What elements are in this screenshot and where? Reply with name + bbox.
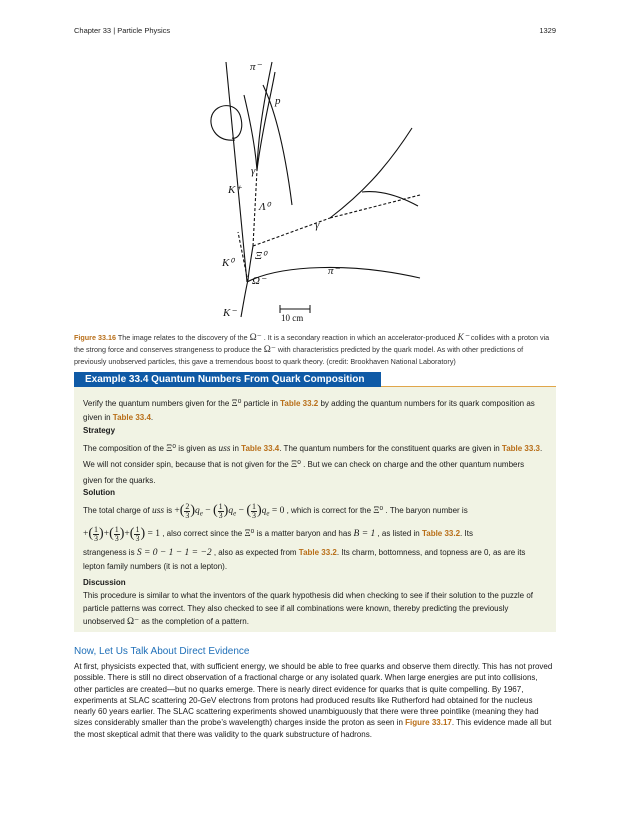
label-p: p bbox=[275, 95, 281, 107]
discussion-text bbox=[83, 589, 543, 629]
caption-text: collides with a proton via the strong force and conserves strangeness to produce the bbox=[74, 333, 550, 355]
example-text: , which is correct for the bbox=[284, 506, 374, 516]
example-symbol: uss bbox=[218, 444, 231, 454]
label-xi0: Ξ⁰ bbox=[255, 250, 267, 262]
fraction: $\frac{1}{3}$ bbox=[251, 501, 256, 520]
example-symbol: Ξ⁰ bbox=[231, 399, 242, 409]
equation-part: − bbox=[202, 506, 213, 517]
caption-text: The image relates to the discovery of the bbox=[115, 333, 250, 342]
label-k-plus: K⁺ bbox=[228, 184, 242, 196]
example-text: This procedure is similar to what the inventors of the quark hypothesis did when checking to see if their solution to the puzzle of particle patterns was correct. They also checked to see if all combinations were known, thereby predicting the previously unobserved bbox=[83, 591, 534, 626]
caption-symbol: Ω⁻ bbox=[249, 333, 262, 343]
paragraph-text: At first, physicists expected that, with sufficient energy, we should be able to free quarks and observe them directly. This has not proved possible. There is still no direct observation of a fractional charge or any isolated quark. When large energies are put into collisions, other particles are created—but no quarks emerge. There is nearly direct evidence for quarks that is quite compelling. By 1967, experiments at SLAC scattering 20-GeV electrons from protons had produced results like Rutherford had obtained for the nucleus nearly 60 years earlier. The SLAC scattering experiments showed unambiguously that there were three pointlike (meaning they had sizes considerably smaller than the probe’s wavelength) charges inside the proton as seen in bbox=[74, 662, 553, 728]
equation-part: + bbox=[174, 506, 180, 517]
track-k-minus bbox=[241, 280, 248, 317]
example-symbol: Ξ⁰ bbox=[290, 460, 301, 470]
example-symbol: B = 1 bbox=[353, 529, 376, 540]
track-upper-3 bbox=[244, 95, 257, 170]
caption-text: with characteristics predicted by the quark model. As with other predictions of previously unobserved particles, this gave a tremendous boost to quark theory. (credit: Brookhaven National Laboratory) bbox=[74, 345, 524, 367]
example-title-rule bbox=[381, 386, 556, 387]
fraction: $\frac{1}{3}$ bbox=[218, 501, 223, 520]
solution-heading: Solution bbox=[83, 488, 115, 497]
example-text: . Its charm, bottomness, and topness are 0, as are its lepton family numbers (it is not a lepton). bbox=[83, 548, 526, 571]
example-text: is bbox=[164, 506, 175, 516]
label-k0: K⁰ bbox=[222, 257, 234, 269]
example-text: by adding the quantum numbers for its quark composition as given in bbox=[83, 399, 535, 422]
example-text: particle in bbox=[241, 399, 281, 408]
caption-text: . It is a secondary reaction in which an accelerator-produced bbox=[261, 333, 458, 342]
equation-part: = 1 bbox=[145, 529, 160, 540]
example-text: . But we can check on charge and the other quantum numbers given for the quarks. bbox=[83, 460, 525, 485]
fraction: $\frac{1}{3}$ bbox=[94, 524, 99, 543]
example-text: . We will not consider spin, because that is not given for the bbox=[83, 444, 543, 469]
fraction: $\frac{1}{3}$ bbox=[135, 524, 140, 543]
caption-symbol: Ω⁻ bbox=[263, 345, 276, 356]
section-heading: Now, Let Us Talk About Direct Evidence bbox=[74, 646, 250, 657]
example-text: . Its bbox=[460, 529, 473, 539]
equation-part: q bbox=[195, 506, 200, 517]
example-text: in bbox=[230, 444, 242, 453]
example-text: . The quantum numbers for the constituent quarks are given in bbox=[279, 444, 502, 453]
equation-part: = 0 bbox=[269, 506, 285, 517]
bubble-chamber-figure bbox=[200, 52, 440, 330]
table-link[interactable]: Table 33.2 bbox=[421, 529, 461, 539]
track-spiral bbox=[211, 106, 242, 141]
table-link[interactable]: Table 33.4 bbox=[112, 413, 151, 422]
section-paragraph bbox=[74, 661, 556, 740]
figure-link[interactable]: Figure 33.17 bbox=[405, 718, 452, 728]
example-text: as the completion of a pattern. bbox=[139, 617, 249, 626]
scale-bar bbox=[280, 305, 310, 313]
example-text: The composition of the bbox=[83, 444, 167, 453]
table-link[interactable]: Table 33.3 bbox=[501, 444, 540, 453]
example-text: is a matter baryon and has bbox=[254, 529, 354, 539]
label-pi-minus-top: π⁻ bbox=[250, 61, 262, 73]
table-link[interactable]: Table 33.4 bbox=[241, 444, 280, 453]
label-gamma2: γ bbox=[315, 219, 320, 231]
example-text: . bbox=[150, 413, 154, 422]
example-symbol: Ξ⁰ bbox=[166, 444, 177, 454]
track-k-plus bbox=[226, 62, 247, 282]
track-xi0 bbox=[253, 170, 257, 246]
fraction: $\frac{2}{3}$ bbox=[185, 501, 190, 520]
scale-label: 10 cm bbox=[281, 313, 304, 323]
example-text: . The baryon number is bbox=[383, 506, 468, 516]
solution-line-1: The total charge of uss is +( $\frac{2}{3}$ )$q_e$ − ( $\frac{1}{3}$ )$q_e$ − ( $\frac{1}{3}$ )$q_e = 0$ , which is correct for the Ξ⁰ . The baryon number is bbox=[83, 501, 468, 520]
figure-caption bbox=[74, 332, 556, 369]
example-text: , also as expected from bbox=[211, 548, 299, 557]
example-text: is given as bbox=[176, 444, 219, 453]
label-lambda0: Λ⁰ bbox=[259, 201, 271, 213]
paragraph-text: . This evidence made all but the most skeptical admit that there was validity to the quark substructure of hadrons. bbox=[74, 718, 552, 739]
strategy-text bbox=[83, 441, 543, 488]
label-omega-minus: Ω⁻ bbox=[252, 275, 266, 287]
solution-line-2: +( $\frac{1}{3}$ )+( $\frac{1}{3}$ )+( $\frac{1}{3}$ ) = 1 , also correct since the Ξ⁰ is a matter baryon and has B = 1 , as listed in Table 33.2. Its bbox=[83, 524, 473, 543]
example-intro bbox=[83, 397, 543, 424]
label-pi-minus-right: π⁻ bbox=[328, 265, 340, 277]
page-header-chapter: Chapter 33 | Particle Physics bbox=[74, 26, 171, 35]
equation-part: − bbox=[236, 506, 247, 517]
track-upper-2 bbox=[257, 72, 275, 170]
solution-line-3 bbox=[83, 546, 543, 574]
example-text: strangeness is bbox=[83, 548, 137, 557]
figure-label: Figure 33.16 bbox=[74, 333, 116, 342]
discussion-heading: Discussion bbox=[83, 578, 126, 587]
table-link[interactable]: Table 33.2 bbox=[298, 548, 337, 557]
example-symbol: Ω⁻ bbox=[127, 617, 140, 627]
example-text: Verify the quantum numbers given for the bbox=[83, 399, 232, 408]
example-text: The total charge of bbox=[83, 506, 152, 516]
table-link[interactable]: Table 33.2 bbox=[280, 399, 319, 408]
page-number: 1329 bbox=[539, 26, 556, 35]
track-pair-2 bbox=[362, 192, 418, 206]
strategy-heading: Strategy bbox=[83, 426, 116, 435]
example-text: , also correct since the bbox=[159, 529, 245, 539]
label-gamma1: γ bbox=[251, 165, 256, 177]
caption-symbol: K⁻ bbox=[457, 333, 469, 343]
example-symbol: S = 0 − 1 − 1 = −2 bbox=[136, 548, 212, 558]
fraction: $\frac{1}{3}$ bbox=[114, 524, 119, 543]
track-pair-1 bbox=[330, 128, 412, 218]
equation-part: e bbox=[199, 509, 203, 518]
example-symbol: Ξ⁰ bbox=[244, 529, 255, 540]
example-symbol: uss bbox=[151, 506, 165, 517]
equation-part: + bbox=[83, 529, 89, 540]
label-k-minus: K⁻ bbox=[223, 307, 237, 319]
example-title: Example 33.4 Quantum Numbers From Quark Composition bbox=[74, 372, 381, 387]
example-text: , as listed in bbox=[375, 529, 422, 539]
example-symbol: Ξ⁰ bbox=[373, 506, 384, 517]
